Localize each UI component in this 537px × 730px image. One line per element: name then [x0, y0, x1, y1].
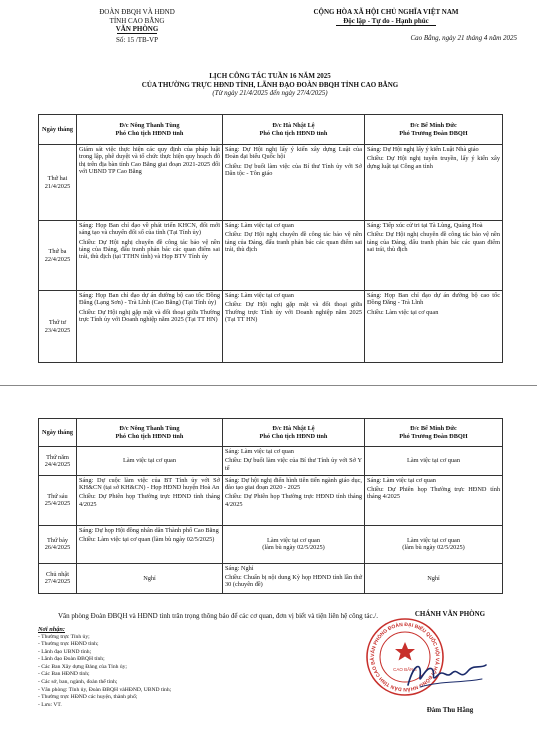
schedule-table-page2: [38, 418, 503, 594]
schedule-entry: Sáng: Làm việc tại cơ quan: [225, 292, 294, 299]
recipient-item: - Lãnh đạo UBND tỉnh;: [38, 648, 92, 655]
day-cell: Thứ hai 21/4/2025: [39, 145, 77, 221]
signer-title: CHÁNH VĂN PHÒNG: [414, 610, 486, 618]
col-person1-header: [77, 419, 223, 447]
person1-role: Phó Chủ tịch HĐND tỉnh: [115, 432, 184, 440]
schedule-entry: Chiều: Dự buổi làm việc của Bí thư Tỉnh ủy với Sở Dân tộc - Tôn giáo: [225, 162, 362, 177]
person1-name: Đ/c Nông Thanh Tùng: [119, 425, 180, 433]
schedule-cell-p1: [77, 525, 223, 563]
col-day-header: Ngày tháng: [39, 115, 77, 145]
day-cell: Thứ tư 23/4/2025: [39, 291, 77, 363]
person2-role: Phó Chủ tịch HĐND tỉnh: [259, 432, 328, 440]
schedule-entry: Giám sát việc thực hiện các quy định của pháp luật trong lập, phê duyệt và tổ chức thực hiện quy hoạch đô thị trên địa bàn tỉnh Cao Bằng giai đoạn 2021-2025 đối với UBND TP Cao Bằng: [79, 146, 220, 175]
schedule-entry: Sáng: Họp Ban chỉ đạo về phát triển KHCN, đổi mới sáng tạo và chuyển đổi số của tỉnh (Tại Tỉnh ủy): [79, 222, 220, 237]
table-header-row-repeat: [39, 419, 503, 447]
schedule-cell-p2: [223, 145, 365, 221]
schedule-entry: Sáng: Dự Hội nghị lấy ý kiến Luật Nhà giáo: [367, 146, 479, 153]
page-break-line: [0, 385, 537, 386]
schedule-entry: Chiều: Dự buổi làm việc của Bí thư Tỉnh ủy với Sở Y tế: [225, 457, 362, 472]
schedule-entry: Chiều: Dự Phiên họp Thường trực HĐND tỉnh tháng 4/2025: [225, 493, 362, 508]
schedule-cell-p1: [77, 475, 223, 525]
schedule-cell-p2: [223, 563, 365, 593]
day-cell: Thứ bảy 26/4/2025: [39, 525, 77, 563]
schedule-entry: Sáng: Làm việc tại cơ quan: [225, 222, 294, 229]
schedule-cell-p2: [223, 525, 365, 563]
person2-name: Đ/c Hà Nhật Lệ: [272, 425, 315, 433]
schedule-entry: Sáng: Dự hội nghị điển hình tiên tiến ngành giáo dục, đào tạo giai đoạn 2020 - 2025: [225, 476, 362, 492]
schedule-cell-p1: [77, 145, 223, 221]
schedule-cell-p1: [77, 291, 223, 363]
schedule-cell-p3: [365, 291, 503, 363]
schedule-entry: Sáng: Dự họp Hội đồng nhân dân Thành phố Cao Bằng: [79, 526, 219, 534]
schedule-cell-p3: [365, 221, 503, 291]
schedule-entry: Chiều: Dự Phiên họp Thường trực HĐND tỉnh tháng 4/2025: [367, 486, 500, 501]
schedule-cell-p3: [365, 145, 503, 221]
schedule-cell-p3: [365, 475, 503, 525]
schedule-entry: Sáng: Dự Hội nghị lấy ý kiến xây dựng Luật của Đoàn đại biểu Quốc hội: [225, 146, 362, 161]
table-row: [39, 475, 503, 525]
schedule-cell-p3: [365, 563, 503, 593]
title-line1: LỊCH CÔNG TÁC TUẦN 16 NĂM 2025: [209, 72, 331, 80]
recipient-item: - Thường trực HĐND tỉnh;: [38, 641, 99, 648]
schedule-entry: Chiều: Dự Hội nghị tuyên truyền, lấy ý kiến xây dựng luật tại Công an tỉnh: [367, 155, 500, 170]
recipient-item: - Văn phòng: Tỉnh ủy, Đoàn ĐBQH vàHĐND, UBND tỉnh;: [38, 686, 172, 693]
person3-role: Phó Trưởng Đoàn ĐBQH: [399, 129, 468, 137]
table-row: [39, 447, 503, 476]
schedule-entry: Chiều: Dự Phiên họp Thường trực HĐND tỉnh tháng 4/2025: [79, 493, 220, 508]
recipient-item: - Các Ban Xây dựng Đảng của Tỉnh ủy;: [38, 663, 127, 670]
agency-line3: VĂN PHÒNG: [115, 25, 159, 33]
col-person2-header: [223, 115, 365, 145]
schedule-entry: (làm bù ngày 02/5/2025): [402, 544, 465, 552]
agency-header: [52, 8, 222, 44]
schedule-cell-p2: [223, 447, 365, 476]
recipient-item: - Thường trực Tỉnh ủy;: [38, 633, 90, 640]
agency-line2: TỈNH CAO BẰNG: [109, 16, 165, 25]
person2-name: Đ/c Hà Nhật Lệ: [272, 122, 315, 130]
schedule-entry: Làm việc tại cơ quan: [407, 537, 460, 545]
day-cell: Thứ ba 22/4/2025: [39, 221, 77, 291]
nation-motto: Độc lập - Tự do - Hạnh phúc: [343, 16, 429, 25]
schedule-entry: Sáng: Dự cuộc làm việc của BT Tỉnh ủy với Sở KH&CN (tại sở KH&CN) - Họp HĐND huyện Hoà An: [79, 476, 220, 492]
col-person3-header: [365, 419, 503, 447]
agency-underline: [117, 33, 157, 34]
schedule-entry: Sáng: Làm việc tại cơ quan: [367, 476, 436, 484]
title-date-range: (Từ ngày 21/4/2025 đến ngày 27/4/2025): [212, 89, 328, 97]
schedule-cell-p1: [77, 563, 223, 593]
nation-title: CỘNG HÒA XÃ HỘI CHỦ NGHĨA VIỆT NAM: [313, 8, 459, 16]
schedule-entry: Chiều: Dự Hội nghị gặp mặt và đối thoại giữa Thường trực Tỉnh ủy với Doanh nghiệp năm 2025 (Tại TT HN): [79, 308, 220, 323]
title-line2: CỦA THƯỜNG TRỰC HĐND TỈNH, LÃNH ĐẠO ĐOÀN ĐBQH TỈNH CAO BẰNG: [141, 80, 399, 89]
recipient-item: - Các sở, ban, ngành, đoàn thể tỉnh;: [38, 679, 118, 686]
schedule-cell-p1: [77, 447, 223, 476]
svg-text:CAO BẰNG: CAO BẰNG: [393, 667, 417, 672]
schedule-entry: Chiều: Làm việc tại cơ quan: [367, 308, 439, 316]
schedule-entry: Sáng: Họp Ban chỉ đạo dự án đường bộ cao tốc Đồng Đăng - Trà Lĩnh: [367, 292, 500, 307]
schedule-cell-p3: [365, 447, 503, 476]
table-row: [39, 145, 503, 221]
person2-role: Phó Chủ tịch HĐND tỉnh: [259, 129, 328, 137]
stamp-ring-text: VĂN PHÒNG ĐOÀN ĐẠI BIỂU QUỐC HỘI VÀ HỘI ĐỒNG NHÂN DÂN TỈNH CAO BẰ: [369, 621, 441, 693]
schedule-entry: Sáng: Tiếp xúc cử tri tại Tà Lùng, Quảng Hoà: [367, 222, 483, 229]
schedule-cell-p3: [365, 525, 503, 563]
place-date: Cao Bằng, ngày 21 tháng 4 năm 2025: [410, 34, 517, 42]
schedule-body-page2: [39, 447, 503, 594]
schedule-cell-p2: [223, 291, 365, 363]
schedule-entry: Nghỉ: [427, 574, 440, 582]
col-person2-header: [223, 419, 365, 447]
schedule-body-page1: [39, 145, 503, 363]
table-header-row: [39, 115, 503, 145]
schedule-entry: Làm việc tại cơ quan: [123, 457, 176, 465]
person1-name: Đ/c Nông Thanh Tùng: [119, 122, 180, 130]
person3-role: Phó Trưởng Đoàn ĐBQH: [399, 432, 468, 440]
schedule-cell-p2: [223, 475, 365, 525]
schedule-entry: Nghỉ: [143, 574, 156, 582]
person3-name: Đ/c Bế Minh Đức: [410, 122, 457, 130]
schedule-entry: Chiều: Chuẩn bị nội dung Kỳ họp HĐND tỉnh lần thứ 30 (chuyên đề): [225, 574, 362, 589]
closing-note: Văn phòng Đoàn ĐBQH và HĐND tỉnh trân trọng thông báo để các cơ quan, đơn vị biết và tiện liên hệ công tác./.: [58, 612, 378, 620]
person1-role: Phó Chủ tịch HĐND tỉnh: [115, 129, 184, 137]
recipient-item: - Thường trực HĐND các huyện, thành phố;: [38, 694, 138, 701]
schedule-entry: Sáng: Làm việc tại cơ quan: [225, 448, 294, 455]
table-row: [39, 525, 503, 563]
recipient-item: - Lãnh đạo Đoàn ĐBQH tỉnh;: [38, 656, 105, 663]
schedule-cell-p2: [223, 221, 365, 291]
recipients-list: [38, 634, 278, 710]
col-day-header: Ngày tháng: [39, 419, 77, 447]
recipient-item: - Lưu: VT.: [38, 701, 62, 708]
document-title: [40, 72, 500, 98]
recipients-block: [38, 626, 278, 709]
col-person1-header: [77, 115, 223, 145]
recipient-item: - Các Ban HĐND tỉnh;: [38, 671, 90, 678]
schedule-entry: Chiều: Dự Hội nghị chuyên đề công tác bảo vệ nền tảng của Đảng, đấu tranh phản bác các quan điểm sai trái, thù địch: [225, 231, 362, 253]
schedule-entry: Sáng: Nghỉ: [225, 564, 254, 572]
agency-line1: ĐOÀN ĐBQH VÀ HĐND: [99, 8, 175, 16]
table-row: [39, 563, 503, 593]
schedule-entry: (làm bù ngày 02/5/2025): [262, 544, 325, 552]
schedule-entry: Chiều: Dự Hội nghị chuyên đề công tác bảo vệ nền tảng của Đảng, đấu tranh phản bác các quan điểm sai trái, thù địch (tại TTHN tỉnh) và Họp BTV Tỉnh ủy: [79, 238, 220, 261]
document-number: Số: 15 /TB-VP: [115, 35, 158, 44]
motto-underline: [336, 25, 436, 26]
schedule-cell-p1: [77, 221, 223, 291]
col-person3-header: [365, 115, 503, 145]
schedule-entry: Sáng: Họp Ban chỉ đạo dự án đường bộ cao tốc Đồng Đăng (Lạng Sơn) - Trà Lĩnh (Cao Bằng) (Tại Tỉnh ủy): [79, 292, 220, 307]
schedule-table-page1: [38, 114, 503, 363]
day-cell: Chủ nhật 27/4/2025: [39, 563, 77, 593]
table-row: [39, 221, 503, 291]
person3-name: Đ/c Bế Minh Đức: [410, 425, 457, 433]
schedule-entry: Chiều: Dự Hội nghị chuyên đề công tác bảo vệ nền tảng của Đảng, đấu tranh phản bác các quan điểm sai trái, thù địch: [367, 231, 500, 253]
schedule-entry: Chiều: Làm việc tại cơ quan (làm bù ngày 02/5/2025): [79, 536, 215, 544]
schedule-entry: Làm việc tại cơ quan: [267, 537, 320, 545]
signer-name: Đàm Thu Hằng: [426, 706, 474, 714]
day-cell: Thứ sáu 25/4/2025: [39, 475, 77, 525]
recipients-label: Nơi nhận:: [38, 626, 66, 633]
schedule-entry: Làm việc tại cơ quan: [407, 457, 460, 465]
handwritten-signature: [400, 655, 490, 695]
table-row: [39, 291, 503, 363]
schedule-entry: Chiều: Dự Hội nghị gặp mặt và đối thoại giữa Thường trực Tỉnh ủy với Doanh nghiệp năm 2025 (Tại TT HN): [225, 301, 362, 323]
day-cell: Thứ năm 24/4/2025: [39, 447, 77, 476]
